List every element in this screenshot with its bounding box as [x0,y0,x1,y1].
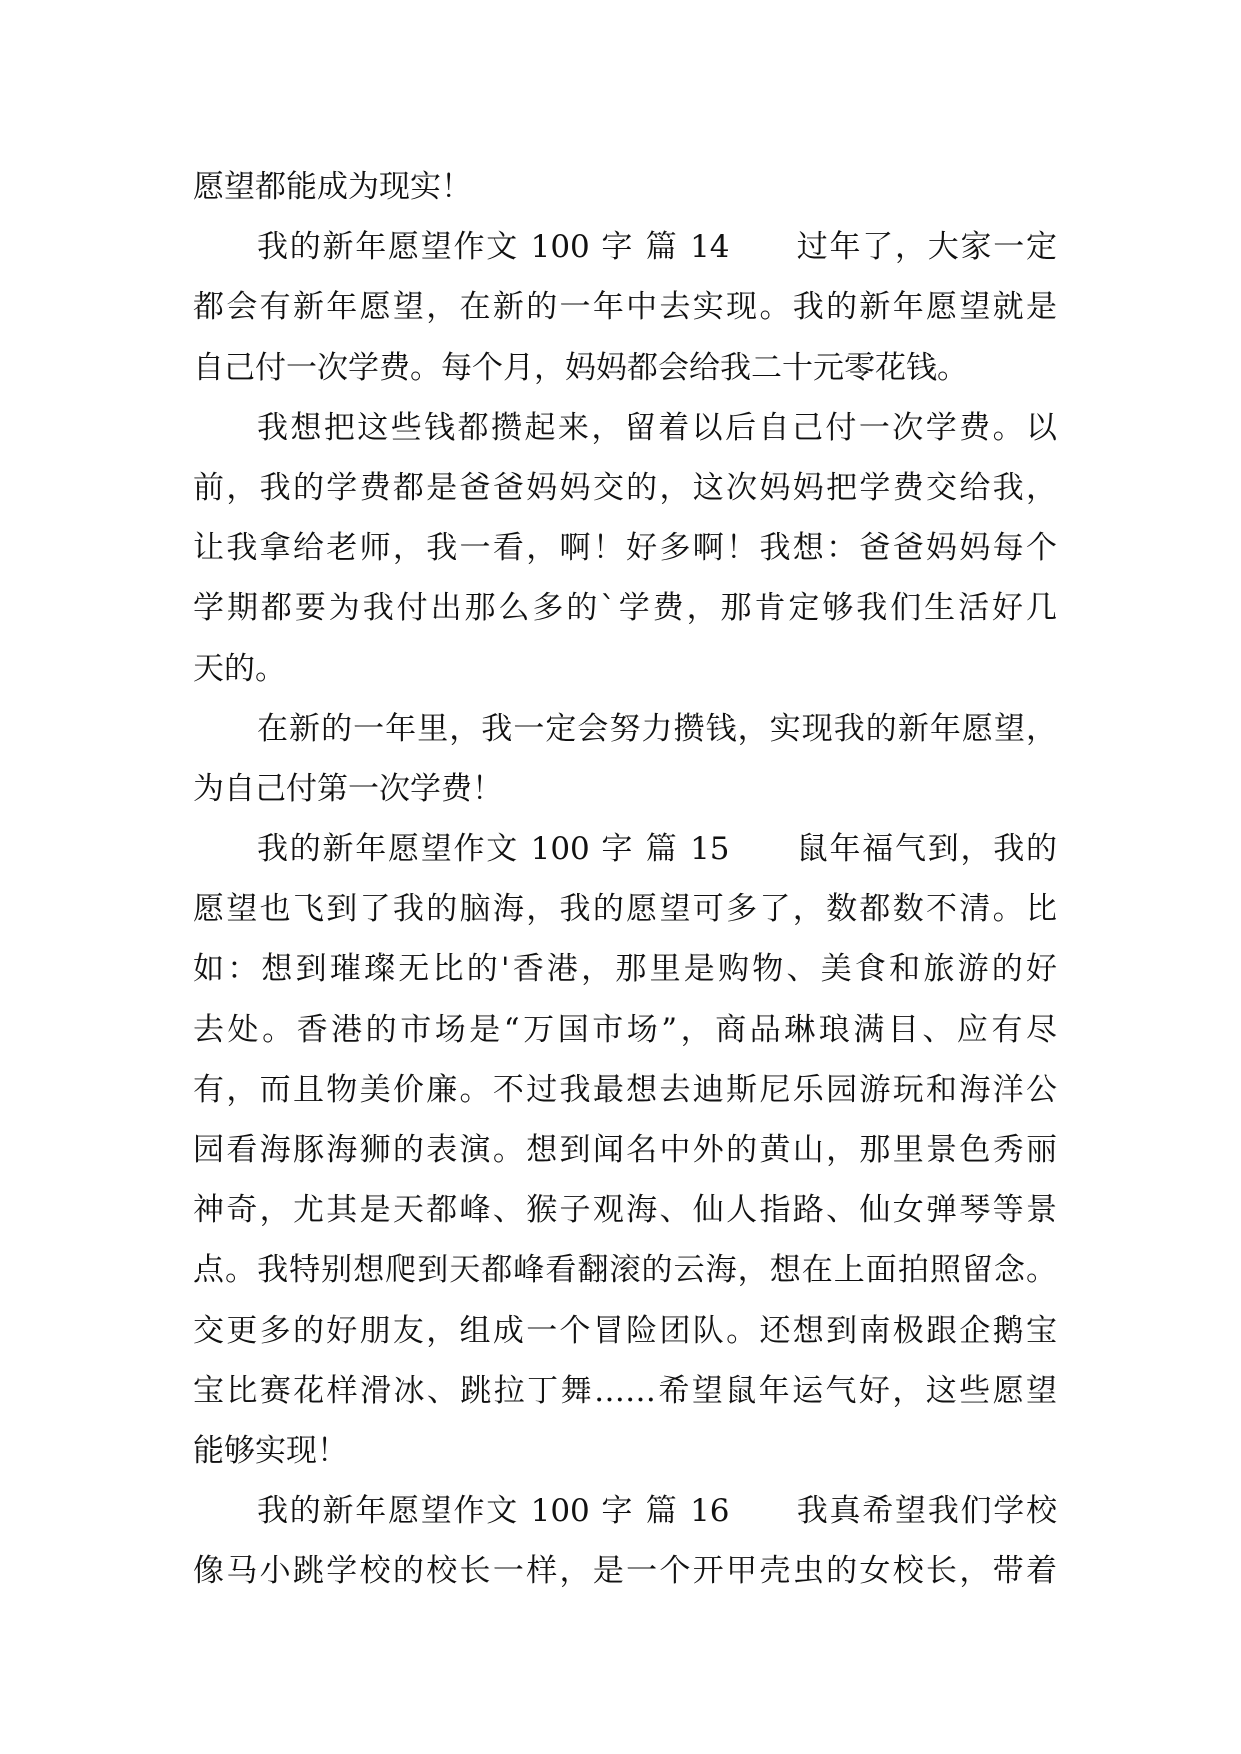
text-line: 交更多的好朋友，组成一个冒险团队。还想到南极跟企鹅宝 [193,1312,1057,1349]
section-heading-line: 我的新年愿望作文 100 字 篇 15 鼠年福气到，我的 [257,831,1057,868]
text-line: 愿望都能成为现实！ [193,169,472,205]
text-line: 学期都要为我付出那么多的`学费，那肯定够我们生活好几 [193,590,1057,627]
text-line: 在新的一年里，我一定会努力攒钱，实现我的新年愿望， [257,710,1057,747]
text-line: 愿望也飞到了我的脑海，我的愿望可多了，数都数不清。比 [193,891,1057,928]
text-line: 都会有新年愿望，在新的一年中去实现。我的新年愿望就是 [193,289,1057,326]
text-line: 去处。香港的市场是“万国市场”，商品琳琅满目、应有尽 [193,1011,1057,1048]
text-line: 自己付一次学费。每个月，妈妈都会给我二十元零花钱。 [193,349,968,386]
section-heading-line: 我的新年愿望作文 100 字 篇 14 过年了，大家一定 [257,229,1057,266]
text-line: 如：想到璀璨无比的'香港，那里是购物、美食和旅游的好 [193,951,1057,988]
text-line: 让我拿给老师，我一看，啊！好多啊！我想：爸爸妈妈每个 [193,530,1057,567]
document-page [193,157,1057,1602]
text-line: 我想把这些钱都攒起来，留着以后自己付一次学费。以 [257,409,1057,446]
section-heading-line: 我的新年愿望作文 100 字 篇 16 我真希望我们学校 [257,1493,1057,1530]
text-line: 点。我特别想爬到天都峰看翻滚的云海，想在上面拍照留念。 [193,1252,1057,1289]
text-line: 神奇，尤其是天都峰、猴子观海、仙人指路、仙女弹琴等景 [193,1192,1057,1229]
text-line: 有，而且物美价廉。不过我最想去迪斯尼乐园游玩和海洋公 [193,1071,1057,1108]
text-line: 天的。 [193,650,286,687]
text-line: 像马小跳学校的校长一样，是一个开甲壳虫的女校长，带着 [193,1553,1057,1590]
text-line: 前，我的学费都是爸爸妈妈交的，这次妈妈把学费交给我， [193,469,1057,506]
text-line: 园看海豚海狮的表演。想到闻名中外的黄山，那里景色秀丽 [193,1132,1057,1168]
text-line: 能够实现！ [193,1432,348,1469]
text-line: 宝比赛花样滑冰、跳拉丁舞……希望鼠年运气好，这些愿望 [193,1372,1057,1409]
text-line: 为自己付第一次学费！ [193,770,503,807]
